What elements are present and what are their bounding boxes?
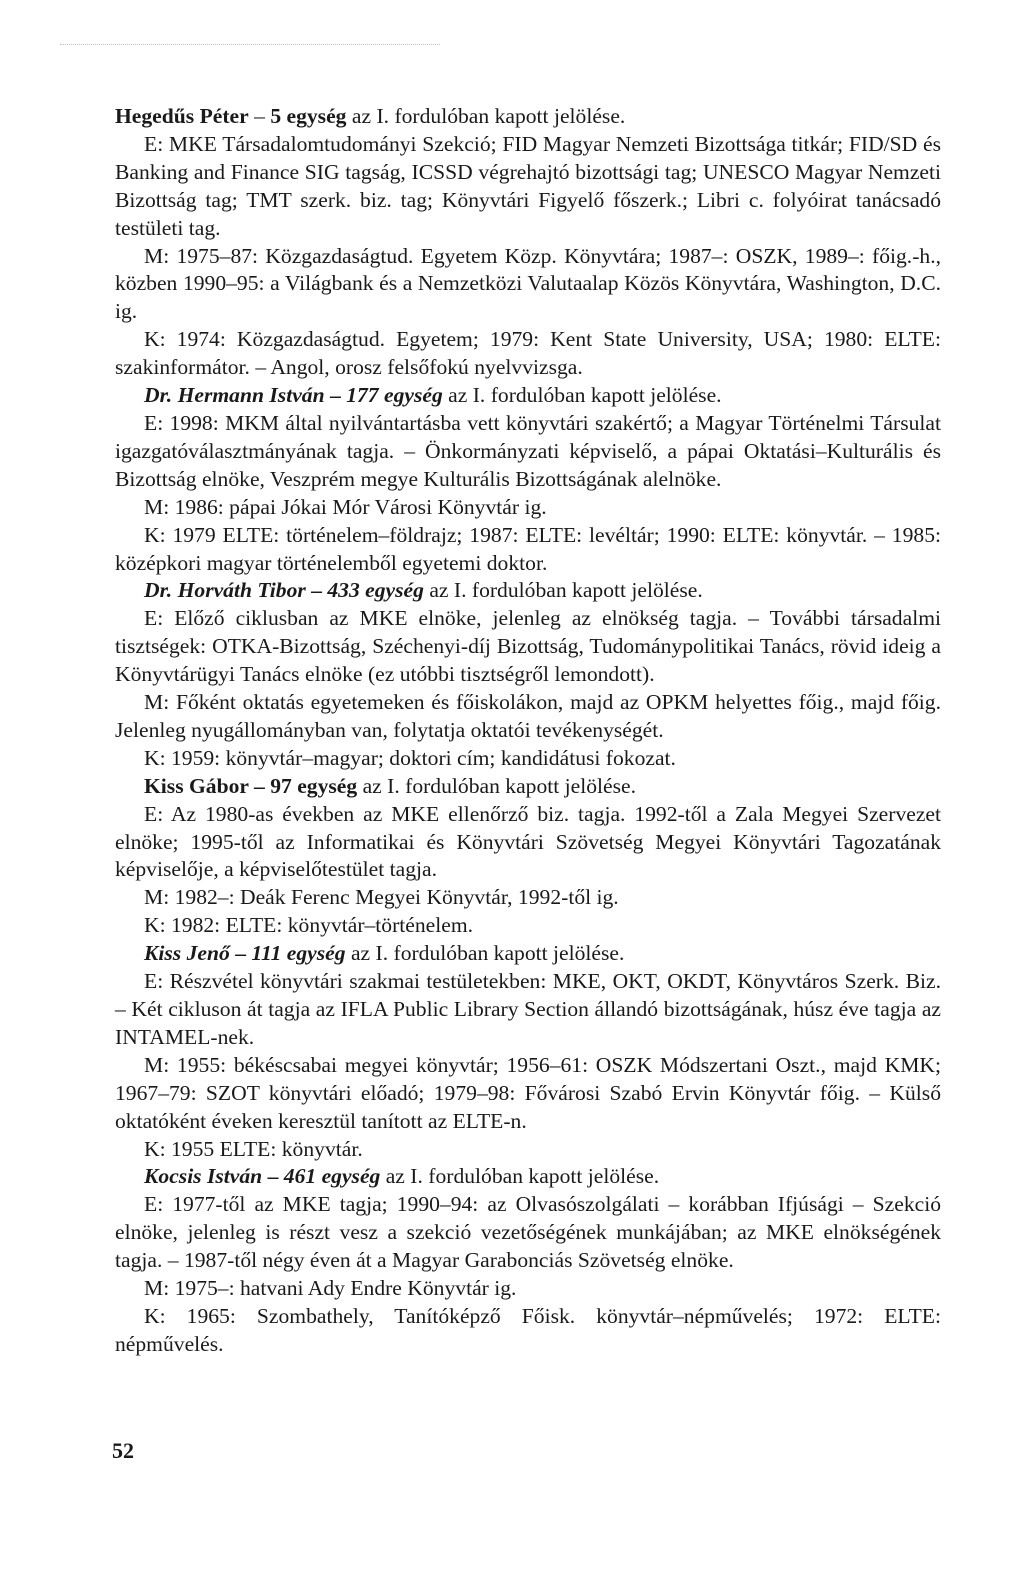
entry-line: K: 1982: ELTE: könyvtár–történelem. [144,913,474,938]
entry-heading: Dr. Hermann István – 177 egység az I. fordulóban kapott jelölése. [144,383,722,408]
candidate-name: Dr. Horváth Tibor [144,578,306,603]
entry-line: K: 1979 ELTE: történelem–földrajz; 1987: ELTE: levéltár; 1990: ELTE: könyvtár. – 1985: középkori magyar történelemből egyetemi doktor. [115,522,941,575]
entry-line: K: 1974: Közgazdaságtud. Egyetem; 1979: Kent State University, USA; 1980: ELTE: szakinformátor. – Angol, orosz felsőfokú nyelvvizsga. [115,327,941,380]
entry-line: M: 1986: pápai Jókai Mór Városi Könyvtár ig. [144,494,547,519]
vote-count: 461 egység [283,1164,381,1189]
entry-line: E: MKE Társadalomtudományi Szekció; FID Magyar Nemzeti Bizottsága titkár; FID/SD és Banking and Finance SIG tagság, ICSSD végrehajtó bizottsági tag; UNESCO Magyar Nemzeti Bizottság tag; TMT szerk. biz. tag; Könyvtári Figyelő főszerk.; Libri c. folyóirat tanácsadó testületi tag. [115,131,941,240]
entry-line: M: 1982–: Deák Ferenc Megyei Könyvtár, 1992-től ig. [144,885,619,910]
page-number: 52 [112,1438,134,1463]
vote-count: 177 egység [346,383,443,408]
entry-line: M: 1955: békéscsabai megyei könyvtár; 1956–61: OSZK Módszertani Oszt., majd KMK; 1967–79: SZOT könyvtári előadó; 1979–98: Fővárosi Szabó Ervin Könyvtár főig. – Külső oktatóként éveken keresztül tanított az ELTE-n. [115,1052,941,1133]
entry-line: M: 1975–: hatvani Ady Endre Könyvtár ig. [144,1276,517,1301]
scan-artifact [60,44,440,45]
heading-suffix: az I. fordulóban kapott jelölése. [380,1164,660,1189]
heading-suffix: az I. fordulóban kapott jelölése. [442,383,722,408]
entry-line: E: 1977-től az MKE tagja; 1990–94: az Olvasószolgálati – korábban Ifjúsági – Szekció elnöke, jelenleg is részt vesz a szekció vezetőségének munkájában; az MKE elnökségének tagja. – 1987-től négy éven át a Magyar Garabonciás Szövetség elnöke. [115,1192,941,1273]
candidate-name: Kocsis István [144,1164,263,1189]
heading-suffix: az I. fordulóban kapott jelölése. [345,941,625,966]
candidate-name: Kiss Jenő [144,941,230,966]
candidate-name: Dr. Hermann István [144,383,325,408]
entry-line: E: 1998: MKM által nyilvántartásba vett könyvtári szakértő; a Magyar Történelmi Társulat igazgatóválasztmányának tagja. – Önkormányzati képviselő, a pápai Oktatási–Kulturális és Bizottság elnöke, Veszprém megye Kulturális Bizottságának alelnöke. [115,410,941,491]
entry-line: E: Előző ciklusban az MKE elnöke, jelenleg az elnökség tagja. – További társadalmi tisztségek: OTKA-Bizottság, Széchenyi-díj Bizottság, Tudománypolitikai Tanács, rövid ideig a Könyvtárügyi Tanács elnöke (ez utóbbi tisztségről lemondott). [115,606,941,687]
candidate-name: Kiss Gábor [144,773,249,798]
vote-count: 5 egység [270,104,347,128]
entry-line: K: 1959: könyvtár–magyar; doktori cím; kandidátusi fokozat. [144,745,676,770]
entry-line: E: Részvétel könyvtári szakmai testületekben: MKE, OKT, OKDT, Könyvtáros Szerk. Biz. – Két cikluson át tagja az IFLA Public Library Section állandó bizottságának, húsz éve tagja az INTAMEL-nek. [115,969,941,1049]
heading-suffix: az I. fordulóban kapott jelölése. [346,104,626,128]
page-content [115,103,941,1359]
entry-line: K: 1955 ELTE: könyvtár. [144,1136,363,1161]
candidate-name: Hegedűs Péter [115,104,249,128]
vote-count: 111 egység [251,941,346,966]
entry-line: M: 1975–87: Közgazdaságtud. Egyetem Közp. Könyvtára; 1987–: OSZK, 1989–: főig.-h., közben 1990–95: a Világbank és a Nemzetközi Valutaalap Közös Könyvtára, Washington, D.C. ig. [115,243,941,324]
vote-count: 433 egység [327,578,424,603]
entry-heading: Dr. Horváth Tibor – 433 egység az I. fordulóban kapott jelölése. [144,578,703,603]
vote-count: 97 egység [270,773,358,798]
entry-heading: Kiss Jenő – 111 egység az I. fordulóban kapott jelölése. [144,941,625,966]
entry-line: M: Főként oktatás egyetemeken és főiskolákon, majd az OPKM helyettes főig., majd főig. Jelenleg nyugállományban van, folytatja oktatói tevékenységét. [115,690,941,742]
heading-suffix: az I. fordulóban kapott jelölése. [423,578,703,603]
entry-heading: Kocsis István – 461 egység az I. fordulóban kapott jelölése. [144,1164,660,1189]
heading-suffix: az I. fordulóban kapott jelölése. [357,773,636,798]
entry-heading: Hegedűs Péter – 5 egység az I. fordulóban kapott jelölése. [115,104,626,128]
entry-line: E: Az 1980-as években az MKE ellenőrző biz. tagja. 1992-től a Zala Megyei Szervezet elnöke; 1995-től az Informatikai és Könyvtári Szövetség Megyei Könyvtári Tagozatának képviselője, a képviselőtestület tagja. [115,801,941,882]
entry-line: K: 1965: Szombathely, Tanítóképző Főisk. könyvtár–népművelés; 1972: ELTE: népművelés. [115,1303,941,1356]
entry-heading: Kiss Gábor – 97 egység az I. fordulóban kapott jelölése. [144,773,636,798]
